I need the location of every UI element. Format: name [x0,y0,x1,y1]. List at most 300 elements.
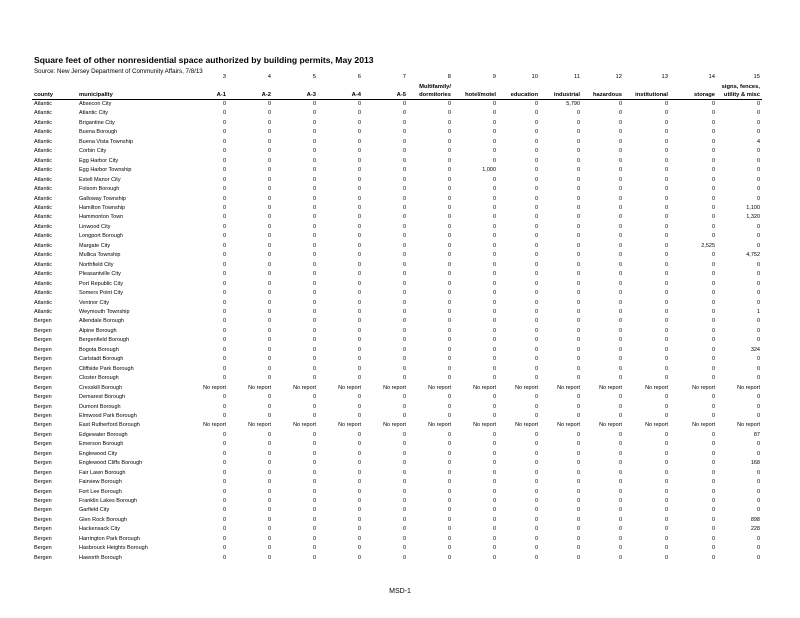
value-cell: 0 [756,167,760,174]
value-cell: 0 [357,252,361,259]
value-cell: 0 [447,479,451,486]
value-cell: 0 [711,346,715,353]
value-cell: 0 [222,138,226,145]
county-cell: Atlantic [34,186,53,193]
value-cell: No report [383,422,406,429]
value-cell: 0 [402,129,406,136]
value-cell: 0 [447,535,451,542]
county-cell: Atlantic [34,204,53,211]
value-cell: 0 [534,101,538,107]
value-cell: 0 [267,233,271,240]
value-cell: 0 [711,554,715,561]
municipality-cell: Port Republic City [79,280,124,287]
value-cell: 0 [576,261,580,268]
value-cell: 0 [267,195,271,202]
value-cell: 0 [312,403,316,410]
value-cell: 1 [756,308,760,315]
value-cell: 0 [664,299,668,306]
column-number: 11 [573,74,580,80]
county-cell: Bergen [34,327,52,334]
value-cell: 0 [664,327,668,334]
value-cell: 0 [312,271,316,278]
county-cell: Bergen [34,554,52,561]
value-cell: 0 [534,545,538,552]
value-cell: 0 [492,479,496,486]
value-cell: 0 [267,327,271,334]
header-a2: A-2 [228,91,273,100]
value-cell: 0 [402,261,406,268]
value-cell: 0 [402,554,406,561]
value-cell: 0 [618,157,622,164]
value-cell: 0 [312,233,316,240]
county-cell: Bergen [34,318,52,325]
value-cell: 0 [492,242,496,249]
value-cell: 0 [618,214,622,221]
header-a1: A-1 [183,91,228,100]
value-cell: 0 [402,545,406,552]
value-cell: 0 [447,195,451,202]
value-cell: 0 [312,375,316,382]
value-cell: 0 [357,101,361,107]
value-cell: 0 [664,318,668,325]
value-cell: 0 [711,214,715,221]
header-top-cell [183,82,228,91]
value-cell: 0 [402,252,406,259]
value-cell: 0 [492,214,496,221]
value-cell: 0 [267,242,271,249]
county-cell: Bergen [34,431,52,438]
value-cell: 0 [402,327,406,334]
value-cell: 0 [534,479,538,486]
table-row [32,336,762,345]
value-cell: 0 [576,337,580,344]
value-cell: 0 [402,290,406,297]
value-cell: 0 [618,148,622,155]
value-cell: 0 [402,299,406,306]
value-cell: 0 [664,195,668,202]
value-cell: 0 [492,460,496,467]
value-cell: 0 [534,337,538,344]
value-cell: 0 [447,299,451,306]
value-cell: 0 [357,233,361,240]
value-cell: 0 [402,233,406,240]
value-cell: 0 [267,129,271,136]
value-cell: 0 [312,460,316,467]
value-cell: 0 [222,233,226,240]
value-cell: 0 [576,554,580,561]
municipality-cell: Bergenfield Borough [79,337,130,344]
value-cell: 0 [534,460,538,467]
table-row [32,488,762,497]
value-cell: 0 [534,271,538,278]
value-cell: 0 [576,327,580,334]
municipality-cell: East Rutherford Borough [79,422,140,429]
municipality-cell: Elmwood Park Borough [79,412,137,419]
value-cell: No report [248,384,271,391]
value-cell: 0 [312,148,316,155]
table-row [32,119,762,128]
value-cell: 0 [357,138,361,145]
table-row [32,421,762,430]
value-cell: 0 [534,148,538,155]
value-cell: 0 [664,176,668,183]
value-cell: 0 [576,412,580,419]
value-cell: 0 [402,403,406,410]
value-cell: 0 [402,308,406,315]
table-row [32,554,762,563]
county-cell: Bergen [34,356,52,363]
value-cell: No report [599,422,622,429]
value-cell: 0 [402,535,406,542]
value-cell: 0 [222,280,226,287]
value-cell: 0 [402,365,406,372]
value-cell: 228 [750,526,760,533]
value-cell: 0 [534,204,538,211]
value-cell: 0 [576,507,580,514]
table-row [32,403,762,412]
value-cell: 0 [357,516,361,523]
value-cell: 0 [664,110,668,117]
table-row [32,365,762,374]
value-cell: 0 [357,157,361,164]
value-cell: 0 [312,346,316,353]
municipality-cell: Mullica Township [79,252,121,259]
value-cell: 0 [711,110,715,117]
value-cell: No report [515,384,538,391]
value-cell: 0 [756,498,760,505]
value-cell: 0 [618,337,622,344]
value-cell: 0 [267,110,271,117]
value-cell: 0 [357,110,361,117]
value-cell: 0 [222,129,226,136]
value-cell: No report [383,384,406,391]
value-cell: 0 [267,214,271,221]
table-row [32,109,762,118]
value-cell: 0 [664,535,668,542]
header-hazardous: hazardous [582,91,624,100]
value-cell: 0 [447,394,451,401]
value-cell: No report [338,384,361,391]
municipality-cell: Buena Vista Township [79,138,133,145]
value-cell: 0 [267,365,271,372]
column-number: 14 [708,74,715,80]
header-a3: A-3 [273,91,318,100]
value-cell: 0 [447,441,451,448]
header-hotel-motel: hotel/motel [453,91,498,100]
value-cell: 0 [618,280,622,287]
value-cell: 0 [576,167,580,174]
value-cell: 0 [618,242,622,249]
value-cell: 0 [711,356,715,363]
value-cell: 0 [267,535,271,542]
table-row [32,280,762,289]
value-cell: 0 [402,450,406,457]
value-cell: 0 [357,214,361,221]
value-cell: 0 [664,431,668,438]
value-cell: 4,752 [746,252,760,259]
value-cell: 0 [447,290,451,297]
value-cell: 0 [534,394,538,401]
value-cell: 0 [756,412,760,419]
value-cell: 1,000 [482,167,496,174]
value-cell: 0 [267,441,271,448]
county-cell: Bergen [34,384,52,391]
value-cell: 0 [267,346,271,353]
county-cell: Bergen [34,394,52,401]
county-cell: Bergen [34,535,52,542]
value-cell: 0 [447,545,451,552]
county-cell: Bergen [34,479,52,486]
value-cell: 0 [576,308,580,315]
value-cell: 0 [447,488,451,495]
value-cell: 0 [618,526,622,533]
value-cell: 0 [618,129,622,136]
value-cell: 0 [447,431,451,438]
value-cell: 0 [222,469,226,476]
value-cell: 0 [756,545,760,552]
header-storage: storage [670,91,717,100]
value-cell: 0 [664,450,668,457]
value-cell: 0 [222,119,226,126]
municipality-cell: Cliffside Park Borough [79,365,134,372]
value-cell: 5,790 [566,101,580,107]
table-row [32,195,762,204]
value-cell: 0 [312,498,316,505]
value-cell: 0 [222,554,226,561]
table-row [32,147,762,156]
value-cell: 0 [756,403,760,410]
value-cell: 0 [711,223,715,230]
table-row [32,384,762,393]
value-cell: 0 [492,204,496,211]
value-cell: 0 [312,290,316,297]
value-cell: 0 [711,412,715,419]
value-cell: No report [599,384,622,391]
value-cell: 0 [534,195,538,202]
value-cell: 0 [756,394,760,401]
value-cell: 0 [534,365,538,372]
value-cell: 0 [534,526,538,533]
value-cell: No report [473,384,496,391]
value-cell: 0 [711,186,715,193]
value-cell: 0 [664,214,668,221]
value-cell: 0 [267,554,271,561]
municipality-cell: Brigantine City [79,119,115,126]
county-cell: Bergen [34,516,52,523]
county-cell: Bergen [34,403,52,410]
value-cell: 0 [711,450,715,457]
value-cell: 0 [267,498,271,505]
value-cell: 0 [492,375,496,382]
value-cell: 0 [534,119,538,126]
value-cell: 0 [492,356,496,363]
value-cell: 0 [618,441,622,448]
value-cell: 0 [222,431,226,438]
value-cell: 0 [312,365,316,372]
value-cell: 0 [447,167,451,174]
value-cell: 0 [664,479,668,486]
value-cell: 0 [534,507,538,514]
municipality-cell: Carlstadt Borough [79,356,124,363]
value-cell: 0 [267,450,271,457]
value-cell: 0 [492,157,496,164]
column-number: 8 [447,74,451,80]
value-cell: 0 [618,290,622,297]
column-number: 5 [312,74,316,80]
value-cell: 0 [576,450,580,457]
value-cell: No report [203,422,226,429]
header-top-row [32,82,762,91]
value-cell: 0 [222,157,226,164]
county-cell: Bergen [34,346,52,353]
value-cell: 0 [312,261,316,268]
value-cell: 0 [664,469,668,476]
county-cell: Atlantic [34,195,53,202]
value-cell: 0 [534,346,538,353]
county-cell: Atlantic [34,110,53,117]
value-cell: 0 [756,479,760,486]
value-cell: 0 [664,290,668,297]
value-cell: 0 [756,233,760,240]
value-cell: 0 [447,148,451,155]
value-cell: 0 [402,101,406,107]
table-row [32,232,762,241]
value-cell: 0 [711,176,715,183]
value-cell: 0 [756,327,760,334]
county-cell: Atlantic [34,223,53,230]
value-cell: 0 [267,223,271,230]
value-cell: 0 [534,242,538,249]
value-cell: 0 [576,488,580,495]
value-cell: 0 [402,214,406,221]
value-cell: 0 [576,431,580,438]
value-cell: 0 [756,318,760,325]
value-cell: 0 [534,535,538,542]
value-cell: 0 [222,110,226,117]
value-cell: 0 [534,138,538,145]
column-number: 3 [222,74,226,80]
municipality-cell: Fair Lawn Borough [79,469,126,476]
value-cell: 0 [492,327,496,334]
value-cell: 0 [618,101,622,107]
value-cell: 0 [664,365,668,372]
value-cell: 0 [357,535,361,542]
header-education: education [498,91,540,100]
value-cell: 0 [312,242,316,249]
value-cell: 0 [711,290,715,297]
value-cell: 0 [357,318,361,325]
value-cell: 0 [222,214,226,221]
value-cell: 0 [618,346,622,353]
value-cell: 0 [618,356,622,363]
value-cell: 0 [618,365,622,372]
county-cell: Atlantic [34,252,53,259]
value-cell: 0 [618,469,622,476]
value-cell: 0 [711,233,715,240]
value-cell: 0 [222,223,226,230]
value-cell: 0 [492,119,496,126]
value-cell: 0 [711,375,715,382]
value-cell: 0 [756,119,760,126]
value-cell: 0 [357,176,361,183]
value-cell: 0 [711,327,715,334]
value-cell: 0 [357,204,361,211]
value-cell: 0 [402,488,406,495]
municipality-cell: Galloway Township [79,195,126,202]
value-cell: 0 [267,138,271,145]
value-cell: 0 [534,233,538,240]
value-cell: 0 [267,186,271,193]
value-cell: 0 [576,176,580,183]
value-cell: 0 [222,176,226,183]
county-cell: Atlantic [34,119,53,126]
value-cell: No report [293,422,316,429]
value-cell: 0 [534,375,538,382]
column-number: 7 [402,74,406,80]
value-cell: 0 [576,516,580,523]
table-row [32,525,762,534]
value-cell: 0 [267,469,271,476]
municipality-cell: Closter Borough [79,375,119,382]
value-cell: 0 [576,498,580,505]
value-cell: 0 [267,507,271,514]
value-cell: 0 [534,441,538,448]
value-cell: 0 [618,479,622,486]
value-cell: 0 [312,299,316,306]
value-cell: 0 [267,271,271,278]
value-cell: 0 [402,223,406,230]
value-cell: 0 [534,498,538,505]
value-cell: 0 [222,507,226,514]
header-county: county [32,91,77,100]
county-cell: Atlantic [34,299,53,306]
value-cell: 0 [402,498,406,505]
county-cell: Atlantic [34,242,53,249]
table-row [32,100,762,110]
value-cell: 0 [492,412,496,419]
value-cell: 0 [711,488,715,495]
value-cell: 0 [492,545,496,552]
value-cell: 1,100 [746,204,760,211]
value-cell: 0 [312,431,316,438]
value-cell: 0 [711,403,715,410]
value-cell: 0 [447,450,451,457]
value-cell: 0 [534,308,538,315]
table-row [32,497,762,506]
value-cell: 0 [534,223,538,230]
municipality-cell: Egg Harbor Township [79,167,132,174]
value-cell: 0 [664,441,668,448]
county-cell: Atlantic [34,233,53,240]
table-row [32,204,762,213]
value-cell: 0 [711,431,715,438]
value-cell: 0 [664,356,668,363]
table-row [32,166,762,175]
value-cell: 0 [492,252,496,259]
value-cell: 0 [492,261,496,268]
value-cell: 0 [357,469,361,476]
report-title: Square feet of other nonresidential space authorized by building permits, May 2013 [34,55,374,65]
value-cell: 0 [664,129,668,136]
value-cell: 0 [576,535,580,542]
value-cell: 0 [447,412,451,419]
value-cell: 0 [492,488,496,495]
value-cell: 0 [357,412,361,419]
municipality-cell: Weymouth Township [79,308,130,315]
value-cell: 0 [618,394,622,401]
value-cell: 0 [312,356,316,363]
value-cell: 0 [618,507,622,514]
